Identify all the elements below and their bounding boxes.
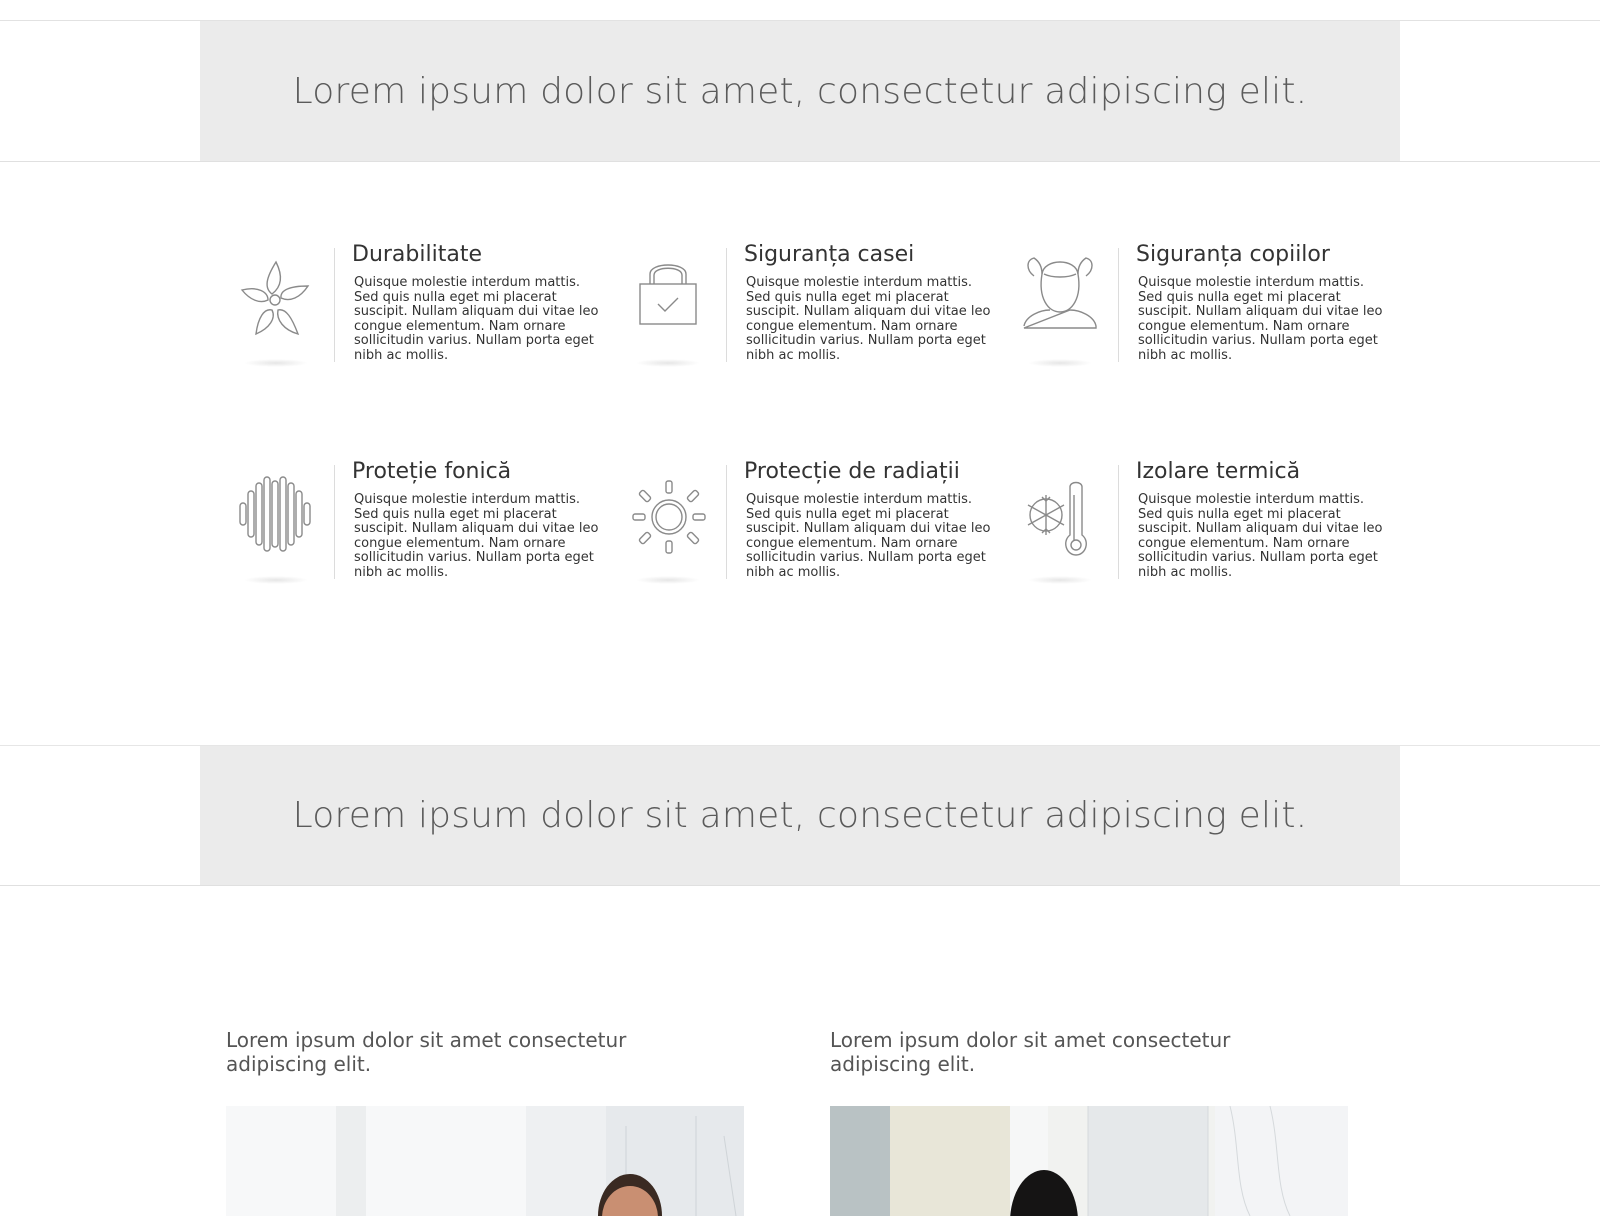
sun-icon bbox=[620, 465, 720, 585]
banner-panel bbox=[200, 21, 1400, 161]
article-card[interactable] bbox=[830, 1028, 1350, 1076]
feature-description: Quisque molestie interdum mattis. Sed quis nulla eget mi placerat suscipit. Nullam aliquam dui vitae leo congue elementum. Nam ornare sollicitudin varius. Nullam porta eget nibh ac mollis. bbox=[1138, 492, 1383, 580]
feature-separator bbox=[334, 465, 335, 579]
feature-separator bbox=[1118, 248, 1119, 362]
feature-separator bbox=[726, 465, 727, 579]
feature-title: Protecție de radiații bbox=[744, 459, 960, 484]
feature-siguranta-casei bbox=[620, 242, 1000, 378]
child-icon bbox=[1012, 248, 1112, 368]
banner-text: Lorem ipsum dolor sit amet, consectetur adipiscing elit. bbox=[292, 795, 1308, 836]
feature-izolare-termica bbox=[1012, 459, 1392, 595]
sound-wave-icon bbox=[228, 465, 328, 585]
feature-description: Quisque molestie interdum mattis. Sed quis nulla eget mi placerat suscipit. Nullam aliquam dui vitae leo congue elementum. Nam ornare sollicitudin varius. Nullam porta eget nibh ac mollis. bbox=[746, 492, 991, 580]
flower-icon bbox=[228, 248, 328, 368]
feature-description: Quisque molestie interdum mattis. Sed quis nulla eget mi placerat suscipit. Nullam aliquam dui vitae leo congue elementum. Nam ornare sollicitudin varius. Nullam porta eget nibh ac mollis. bbox=[354, 492, 599, 580]
feature-protetie-fonica bbox=[228, 459, 608, 595]
article-title[interactable]: Lorem ipsum dolor sit amet consectetur adipiscing elit. bbox=[830, 1028, 1231, 1076]
feature-separator bbox=[726, 248, 727, 362]
feature-title: Siguranța copiilor bbox=[1136, 242, 1330, 267]
banner-middle bbox=[0, 745, 1600, 886]
feature-title: Proteție fonică bbox=[352, 459, 512, 484]
feature-protectie-radiatii bbox=[620, 459, 1000, 595]
feature-separator bbox=[334, 248, 335, 362]
feature-title: Durabilitate bbox=[352, 242, 482, 267]
feature-separator bbox=[1118, 465, 1119, 579]
snowflake-thermometer-icon bbox=[1012, 465, 1112, 585]
feature-title: Siguranța casei bbox=[744, 242, 915, 267]
banner-text: Lorem ipsum dolor sit amet, consectetur adipiscing elit. bbox=[292, 70, 1308, 112]
feature-siguranta-copiilor bbox=[1012, 242, 1392, 378]
feature-description: Quisque molestie interdum mattis. Sed quis nulla eget mi placerat suscipit. Nullam aliquam dui vitae leo congue elementum. Nam ornare sollicitudin varius. Nullam porta eget nibh ac mollis. bbox=[354, 275, 599, 363]
padlock-icon bbox=[620, 248, 720, 368]
feature-durabilitate bbox=[228, 242, 608, 378]
feature-description: Quisque molestie interdum mattis. Sed quis nulla eget mi placerat suscipit. Nullam aliquam dui vitae leo congue elementum. Nam ornare sollicitudin varius. Nullam porta eget nibh ac mollis. bbox=[1138, 275, 1383, 363]
article-title[interactable]: Lorem ipsum dolor sit amet consectetur adipiscing elit. bbox=[226, 1028, 627, 1076]
feature-title: Izolare termică bbox=[1136, 459, 1301, 484]
banner-top bbox=[0, 21, 1600, 162]
article-card[interactable] bbox=[226, 1028, 746, 1076]
feature-description: Quisque molestie interdum mattis. Sed quis nulla eget mi placerat suscipit. Nullam aliquam dui vitae leo congue elementum. Nam ornare sollicitudin varius. Nullam porta eget nibh ac mollis. bbox=[746, 275, 991, 363]
banner-panel bbox=[200, 746, 1400, 885]
